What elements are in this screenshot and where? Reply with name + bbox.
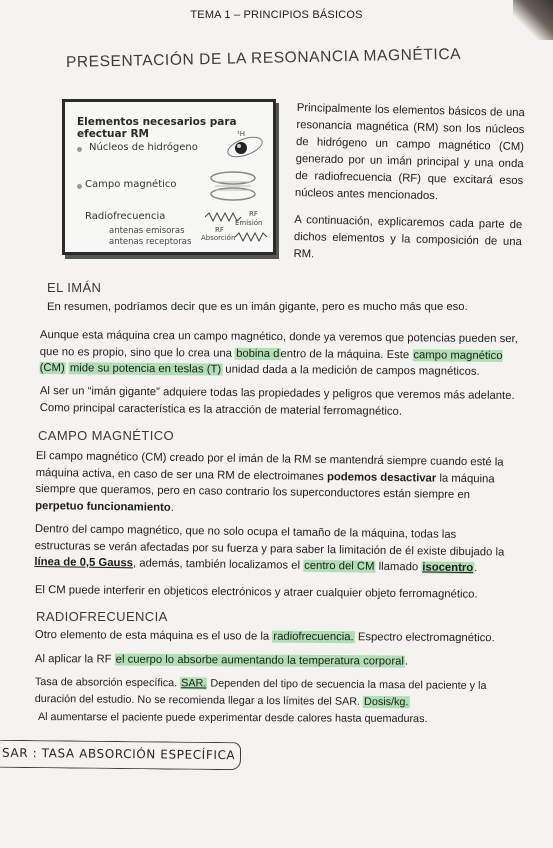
bullet-icon [77, 147, 82, 152]
figure-sub-emitters: antenas emisoras [109, 226, 185, 236]
text-span: . [404, 655, 409, 668]
figure-item-magnetic-field: Campo magnético [85, 179, 177, 190]
text-span: Otro elemento de esta máquina es el uso de la [34, 628, 273, 643]
text-span: Dentro del campo magnético, que no solo ocupa el tamaño de la máquina, todas las estructuras se verán afectadas por su fuerza y para saber la limitación de él existe dibujado la [34, 522, 505, 559]
highlight-radiofrecuencia: radiofrecuencia. [273, 630, 354, 644]
campo-paragraph-1 [35, 448, 512, 521]
text-span: la máquina siempre que queramos, pero en caso contrario los superconductores están siempre en [35, 472, 495, 502]
handwritten-note-box [0, 740, 241, 771]
text-span: Al aplicar la RF [34, 652, 115, 666]
magnet-coil-icon [205, 168, 261, 204]
bold-podemos-desactivar: podemos desactivar [326, 470, 437, 485]
iman-paragraph-1: En resumen, podríamos decir que es un imán gigante, pero es mucho más que eso. [47, 301, 468, 313]
text-span: Espectro electromagnético. [354, 631, 495, 645]
underlined-linea-gauss: línea de 0,5 Gauss [34, 555, 134, 570]
mri-elements-figure [62, 99, 276, 255]
figure-title: Elementos necesarios para efectuar RM [77, 116, 237, 140]
iman-paragraph-3: Al ser un “imán gigante” adquiere todas las propiedades y peligros que veremos más adelante. Como principal característica es la atracción de material ferromagnético. [39, 384, 515, 418]
bold-perpetuo-funcionamiento: perpetuo funcionamiento [35, 499, 171, 514]
figure-item-hydrogen: Núcleos de hidrógeno [89, 142, 198, 153]
absorption-label: Absorción [201, 234, 236, 242]
section-heading-iman: EL IMÁN [47, 280, 102, 295]
emission-label: Emisión [235, 219, 263, 227]
text-span: Dependen del tipo de secuencia la masa del paciente y la duración del estudio. No se recomienda llegar a los límites del SAR. [34, 677, 487, 708]
radio-paragraph-2 [35, 651, 511, 671]
chapter-header: TEMA 1 – PRINCIPIOS BÁSICOS [190, 9, 363, 21]
highlight-bobina: bobina d [236, 347, 280, 360]
text-span: Aunque esta máquina crea un campo magnético, donde ya veremos que potencias pueden ser, que no es propio, sino que lo crea una [39, 328, 518, 360]
text-span: . [474, 562, 478, 575]
intro-paragraph-2: A continuación, explicaremos cada parte de dichos elementos y la composición de una RM. [293, 213, 523, 261]
radio-paragraph-3 [35, 674, 505, 711]
iman-paragraph-2 [40, 327, 518, 381]
hydrogen-label: ¹H [237, 130, 246, 138]
rf-label-absorption: RF [215, 226, 224, 234]
text-span: Tasa de absorción específica. [34, 675, 181, 690]
text-span: . [170, 501, 174, 514]
section-heading-campo: CAMPO MAGNÉTICO [38, 428, 175, 443]
highlight-isocentro: isocentro [422, 561, 474, 575]
radio-paragraph-1 [35, 627, 511, 647]
wave-absorption-icon [235, 232, 269, 242]
atom-icon [225, 132, 269, 160]
text-span: unidad dada a la medición de campos magnéticos. [222, 363, 480, 378]
intro-paragraph-1: Principalmente los elementos básicos de una resonancia magnética (RM) son los núcleos de hidrógeno un campo magnético (CM) generado por un imán principal y una onda de radiofrecuencia (RF) que excitará esos núcleos antes mencionados. [294, 101, 525, 203]
figure-sub-receivers: antenas receptoras [109, 237, 192, 247]
highlight-campo-magnetico: campo magnético (CM) [39, 348, 503, 375]
bullet-icon [77, 184, 82, 189]
campo-paragraph-3: El CM puede interferir en objeticos electrónicos y atraer cualquier objeto ferromagnético. [34, 583, 478, 601]
highlight-dosis-kg: Dosis/kg. [364, 695, 409, 708]
rf-label-emission: RF [249, 210, 258, 218]
highlight-centro-cm: centro del CM [304, 559, 375, 573]
highlight-teslas: mide su potencia en teslas (T) [69, 362, 222, 376]
section-heading-radiofrecuencia: RADIOFRECUENCIA [36, 609, 168, 624]
figure-item-radiofrequency: Radiofrecuencia [85, 211, 166, 222]
handwritten-note: SAR : TASA ABSORCIÓN ESPECÍFICA [1, 745, 236, 763]
text-span: llamado [375, 560, 422, 574]
radio-paragraph-4: Al aumentarse el paciente puede experimentar desde calores hasta quemaduras. [37, 711, 428, 726]
text-span: El campo magnético (CM) creado por el imán de la RM se mantendrá siempre cuando esté la máquina activa, en caso de ser una RM de electroimanes [35, 449, 504, 483]
highlight-absorcion: el cuerpo lo absorbe aumentando la temperatura corporal [115, 653, 404, 668]
page-title: PRESENTACIÓN DE LA RESONANCIA MAGNÉTICA [65, 45, 462, 71]
highlight-sar: SAR. [181, 677, 207, 690]
text-span: , además, también localizamos el [132, 557, 304, 572]
intro-text [293, 100, 525, 278]
campo-paragraph-2 [34, 521, 511, 577]
text-span: entro de la máquina. Este [280, 347, 413, 361]
